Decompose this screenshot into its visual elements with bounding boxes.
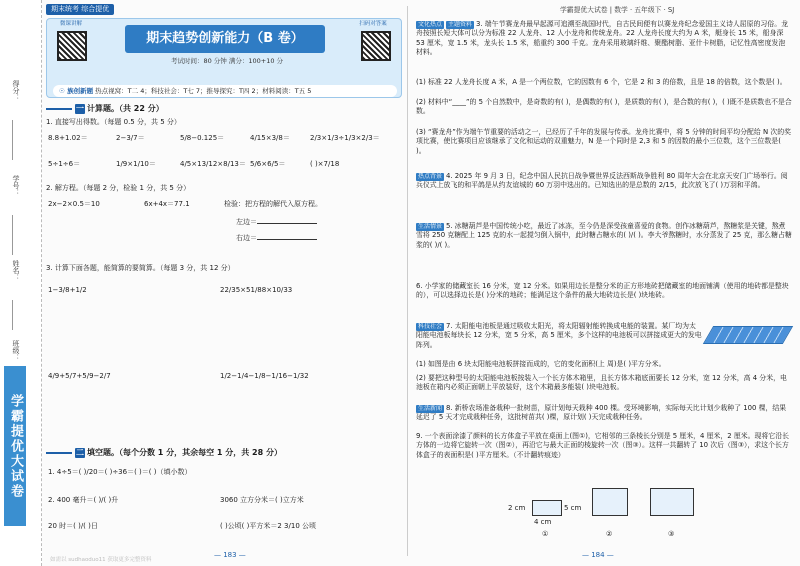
student-id-line [12, 215, 13, 255]
section-bar-icon [46, 108, 72, 110]
section-title: 填空题。（每个分数 1 分，其余每空 1 分，共 28 分） [87, 448, 282, 457]
q7-part-1: (1) 如图是由 6 块太阳能电池板拼接而成的，它的变化面积(上 周)是( )平方分米。 [416, 360, 666, 368]
qr-right-label: 扫码对答案 [359, 21, 387, 27]
box-figure-3 [650, 488, 694, 516]
name-field: 姓名： [12, 260, 20, 281]
title-banner [46, 18, 402, 98]
calc-item: 5÷1÷6＝ [48, 160, 81, 168]
figure-label-1: ① [542, 530, 549, 538]
calc-item: 4/5×13/12×8/13＝ [180, 160, 246, 168]
name-line [12, 300, 13, 330]
calc-item: 2/3×1/3÷1/3×2/3＝ [310, 134, 380, 142]
q8-tag: 生活新闻 [418, 405, 443, 412]
q8-passage: 生活新闻 8. 新桥农场准备栽种一批树苗，原计划每天栽种 400 棵。受环境影响，实际每天比计划少栽种了 100 棵，结果延迟了 5 天才完成栽种任务，这批树苗共( )棵，原计划( )天完成栽种任务。 [416, 404, 787, 422]
page-divider [407, 6, 408, 556]
q1-stem: 1. 直接写出得数。（每题 0.5 分，共 5 分） [46, 118, 181, 126]
score-field: 得分： [12, 80, 20, 101]
figure-label-3: ③ [668, 530, 675, 538]
calc-item: 5/6×6/5＝ [250, 160, 286, 168]
top-tag: 期末统考 综合提优 [46, 4, 114, 15]
section-num: 二 [76, 448, 84, 457]
section-2-heading [46, 448, 282, 458]
check-instruction: 检验：把方程的解代入原方程。 [224, 200, 322, 208]
fill-q2c: 20 时＝( )/( )日 [48, 522, 98, 530]
check-left: 左边＝ [236, 216, 317, 227]
calc-item: 5/8−0.125＝ [180, 134, 225, 142]
q4-tag: 热点背景 [418, 173, 443, 180]
page-number-right: — 184 — [582, 551, 614, 560]
q6-passage: 6. 小学家的储藏室长 16 分米，宽 12 分米。如果用边长是整分米的正方形地砖把储藏室的地面铺满（使用的地砖都是整块的），可以选择边长是( )分米的地砖；能满足这个条件的最大地砖边长是( )块地砖。 [416, 282, 789, 300]
dim-label: 2 cm [508, 504, 526, 512]
fill-q2d: ( )公顷( )平方米＝2 3/10 公顷 [220, 522, 316, 530]
q3-part-1: (1) 标准 22 人龙舟长度 A 米，A 是一个两位数，它的因数有 6 个，它是 2 和 3 的倍数，且是 18 的倍数，这个数是( )。 [416, 78, 787, 86]
qr-code-right[interactable] [361, 31, 391, 61]
q3-stem: 3. 计算下面各题，能简算的要简算。（每题 3 分，共 12 分） [46, 264, 235, 272]
box-figure-1 [532, 500, 562, 516]
brand-vertical: 学霸提优大试卷 [4, 366, 26, 526]
q7-tag: 科技社会 [418, 323, 443, 330]
q7-part-2: (2) 要把这种型号的太阳能电池板按装入一个长方体木箱里，且长方体木箱底面要长 12 分米，宽 12 分米，高 4 分米，电池板在箱内必须正面朝上平放装好，这个木箱最多能装( )块电池板。 [416, 374, 787, 392]
check-right: 右边＝ [236, 232, 317, 243]
q3-tag-2: 主题资料 [448, 21, 473, 28]
fill-q2b: 3060 立方分米＝( )立方米 [220, 496, 304, 504]
class-field: 班级： [12, 340, 20, 361]
q9-passage: 9. 一个表面涂漆了颜料的长方体盒子平放在桌面上(图①)，它相邻的三条棱长分别是 5 厘米，4 厘米，2 厘米。现将它沿长方体的一边将它旋转一次（图②），再沿它与最大正面的棱旋转一次（图③）。这样一共翻转了 10 次后（图③），求这个长方体盒子的表面积是( )平方厘米。（不计翻转痕迹） [416, 432, 789, 459]
fill-q2a: 2. 400 毫升＝( )/( )升 [48, 496, 119, 504]
solar-panel-figure [703, 326, 793, 344]
right-page [412, 0, 796, 566]
q3-part-3: (3) “赛龙舟”作为端午节重要的活动之一，已经历了千年的发展与传承。龙舟比赛中，将 5 分钟的时间平均分配给 N 次的奖项比赛，使比赛项目应该继承了文化和运动的双重魅力，N 是一个同时是 2,3 和 5 的因数的最小三位数，这个三位数是( )。 [416, 128, 792, 155]
q5-tag: 生活情景 [418, 223, 443, 230]
section-1-heading [46, 104, 164, 114]
calc-item: 2−3/7＝ [116, 134, 145, 142]
q7-passage: 科技社会 7. 太阳能电池板是通过吸收太阳光，将太阳辐射能转换成电能的装置。某厂均为太阳能电池板每块长 12 分米，宽 5 分米，高 5 厘米，多个这样的电池板可以拼接成更大的发电阵列。 [416, 322, 702, 349]
student-id-field: 学号： [12, 175, 20, 196]
calc-item: 4/15×3/8＝ [250, 134, 290, 142]
calc-item: 1/9×1/10＝ [116, 160, 156, 168]
section-title: 计算题。（共 22 分） [87, 104, 164, 113]
left-page [44, 0, 404, 566]
q3-passage: 文化热点 主题资料 3. 端午节赛龙舟最早起源可追溯至战国时代，自古民间便有以赛龙舟纪念爱国主义诗人屈原的习俗。龙舟按照长短大体可以分为标准 22 人龙舟、12 人小龙舟和传统龙舟。22 人龙舟长度大约为 A 米，艇身长 15 米，船身深 53 厘米，宽 1.5 米，龙头长 1.5 米，船重约 300 千克。龙舟采用玻璃纤维、聚酯树脂、亚什卡树脂，记忆性高密度发泡材料。 [416, 20, 788, 56]
figure-label-2: ② [606, 530, 613, 538]
box-figure-2 [592, 488, 628, 516]
equation-1: 2x−2×0.5＝10 [48, 200, 100, 208]
q3-part-2: (2) 材料中“____”的 5 个自然数中，是奇数的有( )，是偶数的有( )，是质数的有( )，是合数的有( )，( )既不是质数也不是合数。 [416, 98, 792, 116]
page-number-left: — 183 — [214, 551, 246, 560]
fill-q1: 1. 4÷5＝( )/20＝( )÷36＝( )＝( )（填小数） [48, 468, 192, 476]
qr-code-left[interactable] [57, 31, 87, 61]
simplify-expr-1: 1−3/8+1/2 [48, 286, 87, 294]
section-bar-icon [46, 452, 72, 454]
exam-info: 考试时间：80 分钟 满分：100+10 分 [170, 57, 284, 65]
section-num: 一 [76, 104, 84, 113]
q3-tag: 文化热点 [418, 21, 443, 28]
dim-label: 5 cm [564, 504, 582, 512]
scope-tag: ☉ 族创新题 [59, 87, 94, 95]
watermark-footer: 如需以 sudhaoduo11 获取更多完整资料 [50, 557, 152, 564]
calc-item: 8.8+1.02＝ [48, 134, 88, 142]
scope-strip [53, 85, 397, 97]
q2-stem: 2. 解方程。（每题 2 分，检验 1 分，共 5 分） [46, 184, 191, 192]
score-line [12, 120, 13, 160]
dim-label: 4 cm [534, 518, 552, 526]
q5-passage: 生活情景 5. 冰糖葫芦是中国传统小吃，最近了冰冻，至今仍是深受孩童喜爱的食物。创作冰糖葫芦，熬糖浆是关键，熬煮雪将 250 克糖配上 125 克的水一起搅匀倒入锅中，此时糖占糖水的( )/( )。李大爷熬糖时，水分蒸发了 25 克，那么糖占糖浆的( )/( )。 [416, 222, 792, 249]
q4-passage: 热点背景 4. 2025 年 9 月 3 日，纪念中国人民抗日战争暨世界反法西斯战争胜利 80 周年大会在北京天安门广场举行。阅兵仪式上放飞的和平鸽是从约友谊城的 60 万羽中选出的。已知选出的是总数的 2/15，此次放飞了( )万羽和平鸽。 [416, 172, 788, 190]
simplify-expr-2: 22/35×51/88×10/33 [220, 286, 293, 294]
simplify-expr-4: 1/2−1/4−1/8−1/16−1/32 [220, 372, 309, 380]
binding-strip [0, 0, 42, 566]
simplify-expr-3: 4/9+5/7+5/9−2/7 [48, 372, 111, 380]
calc-item: ( )×7/18 [310, 160, 340, 168]
equation-2: 6x+4x＝77.1 [144, 200, 190, 208]
exam-title: 期末趋势创新能力（B 卷） [125, 25, 325, 53]
qr-left-label: 微课讲解 [59, 21, 82, 27]
running-head: 学霸提优大试卷 | 数学 · 五年级下 · SJ [560, 6, 675, 14]
scope-text: 热点视窝：T二 4；科技社会：T七 7；推导探究：T四 2；材料阅读：T五 5 [95, 87, 312, 95]
